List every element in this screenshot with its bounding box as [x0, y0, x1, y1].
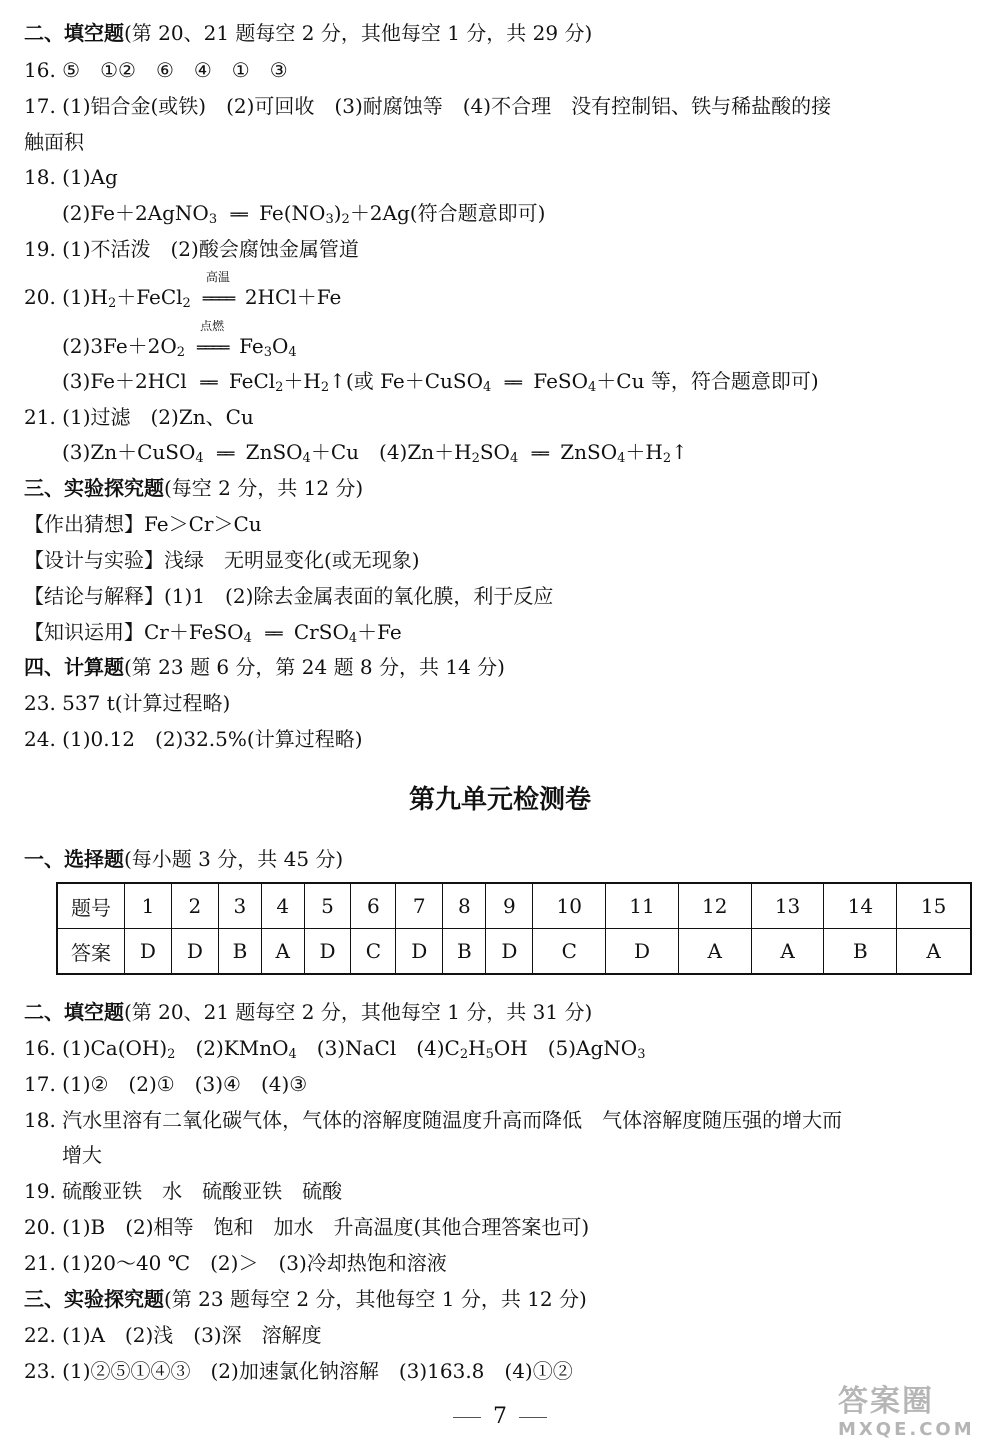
answer-21-line1: 21. (1)过滤 (2)Zn、Cu: [24, 405, 254, 429]
table-cell: A: [262, 929, 305, 975]
table-cell: 4: [262, 883, 305, 929]
watermark-logo: 答案圈 MXQE.COM: [838, 1384, 975, 1440]
unit9-answer-18-line2: 增大: [62, 1143, 102, 1167]
table-cell: D: [125, 929, 172, 975]
answer-19: 19. (1)不活泼 (2)酸会腐蚀金属管道: [24, 237, 359, 261]
answer-16: 16. ⑤ ①② ⑥ ④ ① ③: [24, 58, 288, 82]
table-cell: 8: [443, 883, 486, 929]
table-cell: 9: [486, 883, 533, 929]
section-experiment-heading: 三、实验探究题(每空 2 分，共 12 分): [24, 476, 364, 500]
table-cell: D: [171, 929, 218, 975]
unit9-answer-19: 19. 硫酸亚铁 水 硫酸亚铁 硫酸: [24, 1179, 343, 1203]
page-number: 7: [0, 1402, 1000, 1432]
table-header-answer: 答案: [57, 929, 125, 975]
table-cell: 13: [751, 883, 824, 929]
table-cell: 10: [533, 883, 606, 929]
unit-title: 第九单元检测卷: [408, 785, 591, 815]
answer-20-line3: (3)Fe＋2HCl ══ $FeCl_2+H_2↑$(或 Fe＋CuSO$_4$ ══ FeSO$_4$＋Cu 等，符合题意即可): [62, 369, 819, 395]
table-cell: B: [443, 929, 486, 975]
unit9-answer-17: 17. (1)② (2)① (3)④ (4)③: [24, 1072, 308, 1096]
answer-20-line2: $(2)3Fe+2O_2$ 点燃 ════ $Fe_3O_4$: [62, 319, 297, 360]
table-cell: 5: [304, 883, 351, 929]
choice-answer-table: [56, 882, 972, 975]
experiment-conclusion: 【结论与解释】(1)1 (2)除去金属表面的氧化膜，利于反应: [24, 584, 554, 608]
answer-20-line1: 20. $(1)H_2+FeCl_2$ 高温 ════ 2HCl＋Fe: [24, 270, 342, 311]
table-cell: D: [304, 929, 351, 975]
answer-23: 23. 537 t(计算过程略): [24, 691, 231, 715]
unit9-answer-16: 16. $(1)Ca(OH)_2$ (2)KMnO$_4$ (3)NaCl $(4)C_2H_5OH$ (5)AgNO$_3$: [24, 1036, 646, 1062]
table-cell: C: [351, 929, 396, 975]
table-cell: D: [396, 929, 443, 975]
table-cell: 1: [125, 883, 172, 929]
table-cell: D: [606, 929, 679, 975]
table-cell: 12: [678, 883, 751, 929]
unit9-section-choice-heading: 一、选择题(每小题 3 分，共 45 分): [24, 847, 344, 871]
unit9-answer-22: 22. (1)A (2)浅 (3)深 溶解度: [24, 1323, 322, 1347]
table-row-answers: [57, 929, 971, 975]
answer-24: 24. (1)0.12 (2)32.5%(计算过程略): [24, 727, 363, 751]
table-cell: D: [486, 929, 533, 975]
answer-18-line2: (2)Fe＋2AgNO$_3$ ══ $Fe(NO_3)_2+2Ag$(符合题意即可): [62, 201, 546, 227]
table-cell: C: [533, 929, 606, 975]
unit9-answer-18-line1: 18. 汽水里溶有二氧化碳气体，气体的溶解度随温度升高而降低 气体溶解度随压强的增大而: [24, 1108, 843, 1132]
table-cell: B: [218, 929, 261, 975]
table-cell: 2: [171, 883, 218, 929]
table-cell: A: [678, 929, 751, 975]
unit9-answer-21: 21. (1)20～40 ℃ (2)＞ (3)冷却热饱和溶液: [24, 1251, 447, 1275]
answer-21-line2: (3)Zn＋CuSO$_4$ ══ ZnSO$_4$＋Cu $(4)Zn+H_2SO_4$ ══ $ZnSO_4+H_2↑$: [62, 440, 688, 466]
table-cell: B: [824, 929, 897, 975]
unit9-answer-20: 20. (1)B (2)相等 饱和 加水 升高温度(其他合理答案也可): [24, 1215, 590, 1239]
table-row-question-numbers: [57, 883, 971, 929]
table-cell: A: [751, 929, 824, 975]
answer-18-line1: 18. (1)Ag: [24, 165, 118, 189]
unit9-section-experiment-heading: 三、实验探究题(第 23 题每空 2 分，其他每空 1 分，共 12 分): [24, 1287, 587, 1311]
experiment-design: 【设计与实验】浅绿 无明显变化(或无现象): [24, 548, 420, 572]
answer-17-line2: 触面积: [24, 130, 84, 154]
table-cell: A: [897, 929, 971, 975]
unit9-answer-23: 23. (1)②⑤①④③ (2)加速氯化钠溶解 (3)163.8 (4)①②: [24, 1359, 573, 1383]
answer-17-line1: 17. (1)铝合金(或铁) (2)可回收 (3)耐腐蚀等 (4)不合理 没有控制铝、铁与稀盐酸的接: [24, 94, 832, 118]
table-cell: 15: [897, 883, 971, 929]
table-cell: 6: [351, 883, 396, 929]
table-cell: 14: [824, 883, 897, 929]
experiment-application: 【知识运用】Cr＋FeSO$_4$ ══ CrSO$_4$＋Fe: [24, 620, 402, 646]
table-header-number: 题号: [57, 883, 125, 929]
table-cell: 7: [396, 883, 443, 929]
unit9-section-fill-blank-heading: 二、填空题(第 20、21 题每空 2 分，其他每空 1 分，共 31 分): [24, 1000, 593, 1024]
experiment-guess: 【作出猜想】Fe＞Cr＞Cu: [24, 512, 262, 536]
table-cell: 3: [218, 883, 261, 929]
table-cell: 11: [606, 883, 679, 929]
section-fill-blank-heading: 二、填空题(第 20、21 题每空 2 分，其他每空 1 分，共 29 分): [24, 21, 593, 45]
section-calculation-heading: 四、计算题(第 23 题 6 分，第 24 题 8 分，共 14 分): [24, 655, 505, 679]
